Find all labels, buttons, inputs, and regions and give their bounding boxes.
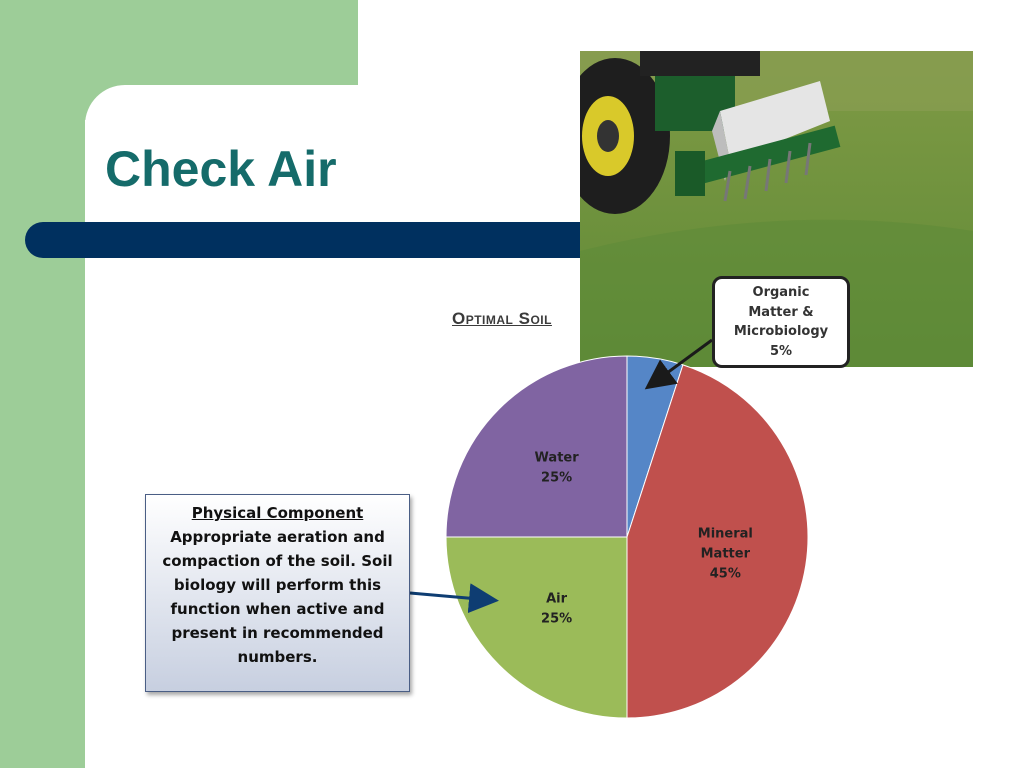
pie-label-mineral-matter: Mineral Matter 45%: [697, 526, 753, 582]
slide-title: Check Air: [105, 141, 337, 197]
physical-component-callout: [145, 494, 410, 692]
organic-matter-callout: Organic Matter & Microbiology 5%: [712, 276, 850, 368]
pie-slice-air: [446, 537, 627, 718]
pie-label-water: Water 25%: [534, 450, 579, 486]
callout-body: Appropriate aeration and compaction of the soil. Soil biology will perform this function when active and present in recommended numbers.: [162, 528, 393, 666]
pie-label-air: Air 25%: [541, 591, 573, 627]
pie-slice-water: [446, 356, 627, 537]
callout-heading: Physical Component: [191, 504, 364, 522]
chart-title: Optimal Soil: [452, 309, 552, 328]
